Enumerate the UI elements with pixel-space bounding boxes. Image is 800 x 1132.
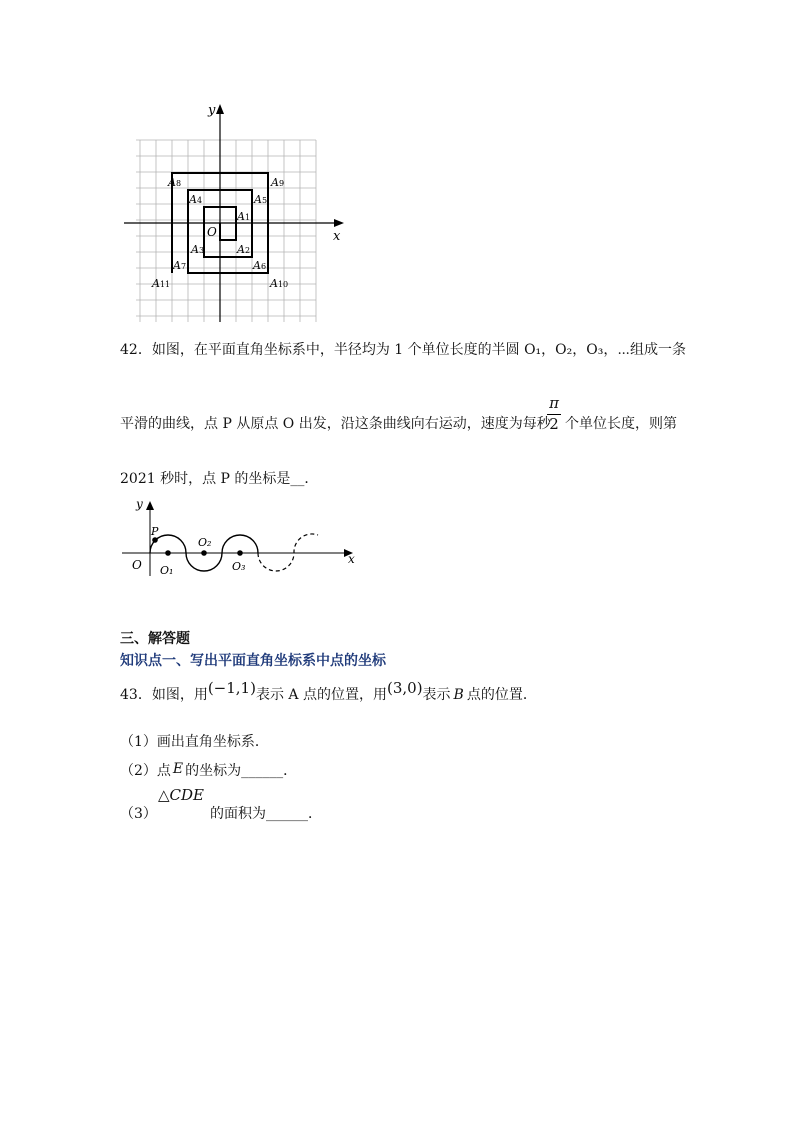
q43-stem-part2: 表示 A 点的位置，用 xyxy=(255,687,387,703)
axis-label-x: x xyxy=(333,229,341,244)
q42-line3: 2021 秒时，点 P 的坐标是__． xyxy=(120,471,319,487)
point-label-a7: A7 xyxy=(173,259,187,272)
y-axis-arrow xyxy=(216,104,224,114)
q42-line1: 42．如图，在平面直角坐标系中，半径均为 1 个单位长度的半圆 O₁，O₂，O₃，⋯组成一条 xyxy=(120,342,686,358)
point-b-symbol: B xyxy=(453,687,464,703)
origin-label: O xyxy=(207,225,217,239)
point-label-a11: A11 xyxy=(152,277,171,290)
q43-stem xyxy=(120,679,537,704)
fraction-denominator: 2 xyxy=(549,415,559,433)
point-label-a3: A3 xyxy=(191,243,205,256)
section-subtitle: 知识点一、写出平面直角坐标系中点的坐标 xyxy=(120,653,386,669)
fraction-numerator: π xyxy=(549,394,559,412)
q42-line2-part2: 个单位长度，则第 xyxy=(565,416,677,432)
point-label-a1: A1 xyxy=(237,210,251,223)
triangle-cde: △CDE xyxy=(158,786,204,804)
x-axis-arrow xyxy=(334,219,344,227)
axis-label-y: y xyxy=(136,497,143,511)
coordinate-b: (3,0) xyxy=(386,679,423,697)
q43-stem-part4: 点的位置． xyxy=(466,687,537,703)
q42-line2-part1: 平滑的曲线，点 P 从原点 O 出发，沿这条曲线向右运动，速度为每秒 xyxy=(120,416,551,432)
q43-part3-prefix: （3） xyxy=(120,806,157,822)
point-label-a4: A4 xyxy=(189,193,203,206)
point-label-a8: A8 xyxy=(168,176,182,189)
point-label-a6: A6 xyxy=(253,259,267,272)
point-label-a9: A9 xyxy=(271,176,285,189)
y-axis-arrow xyxy=(146,501,154,510)
q43-part2-prefix: （2）点 xyxy=(120,763,171,779)
point-label-a10: A10 xyxy=(270,277,289,290)
section-title: 三、解答题 xyxy=(120,631,190,647)
coordinate-a: (−1,1) xyxy=(207,679,256,697)
origin-label: O xyxy=(132,558,142,572)
point-label-a5: A5 xyxy=(254,193,268,206)
point-p-dot xyxy=(152,537,158,543)
q43-part2-suffix: 的坐标为______． xyxy=(185,763,298,779)
center-o2-label: O₂ xyxy=(198,536,212,549)
center-o1-label: O₁ xyxy=(160,564,174,577)
curve-dashed xyxy=(258,534,318,571)
spiral-grid-figure xyxy=(120,100,355,325)
axis-label-x: x xyxy=(348,552,355,566)
center-o1-dot xyxy=(165,550,171,556)
q43-stem-part3: 表示 xyxy=(422,687,451,703)
axis-label-y: y xyxy=(208,103,216,118)
center-o3-dot xyxy=(237,550,243,556)
q43-stem-part1: 43．如图，用 xyxy=(120,687,208,703)
point-p-label: P xyxy=(151,525,159,538)
semicircle-curve-figure xyxy=(112,492,362,582)
center-o2-dot xyxy=(201,550,207,556)
q43-part3-suffix: 的面积为______． xyxy=(210,806,322,822)
point-label-a2: A2 xyxy=(237,243,251,256)
point-e-symbol: E xyxy=(172,761,184,777)
q43-part2 xyxy=(120,760,297,780)
q43-part1: （1）画出直角坐标系． xyxy=(120,734,269,750)
center-o3-label: O₃ xyxy=(232,560,246,573)
